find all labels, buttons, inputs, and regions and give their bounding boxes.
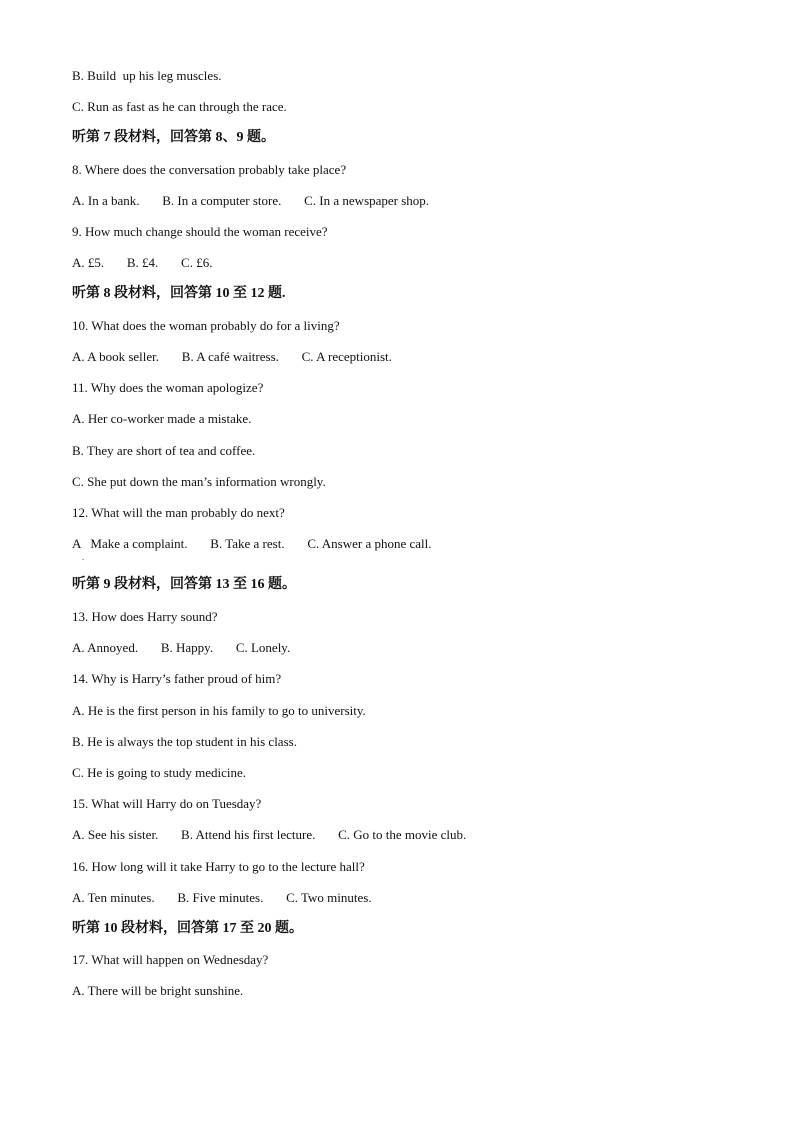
stray-mark: .	[82, 553, 84, 562]
option-line: B. He is always the top student in his class.	[72, 734, 297, 749]
option-line: A. A book seller. B. A café waitress. C. A receptionist.	[72, 349, 392, 364]
option-line: A. Her co-worker made a mistake.	[72, 411, 252, 426]
option-line: B. Build up his leg muscles.	[72, 68, 222, 83]
section-heading: 听第 7 段材料，回答第 8、9 题。	[72, 130, 275, 145]
question-line: 17. What will happen on Wednesday?	[72, 952, 269, 967]
section-heading: 听第 10 段材料，回答第 17 至 20 题。	[72, 921, 303, 936]
option-line: A Make a complaint. B. Take a rest. C. Answer a phone call.	[72, 536, 432, 551]
question-line: 13. How does Harry sound?	[72, 609, 218, 624]
option-line: C. She put down the man’s information wrongly.	[72, 474, 326, 489]
section-heading: 听第 9 段材料，回答第 13 至 16 题。	[72, 577, 296, 592]
option-line: A. In a bank. B. In a computer store. C. In a newspaper shop.	[72, 193, 430, 208]
question-line: 16. How long will it take Harry to go to the lecture hall?	[72, 859, 365, 874]
option-line: A. Ten minutes. B. Five minutes. C. Two minutes.	[72, 890, 372, 905]
section-heading: 听第 8 段材料，回答第 10 至 12 题.	[72, 286, 286, 301]
question-line: 15. What will Harry do on Tuesday?	[72, 796, 262, 811]
option-line: A. Annoyed. B. Happy. C. Lonely.	[72, 640, 291, 655]
question-line: 9. How much change should the woman receive?	[72, 224, 328, 239]
option-line: B. They are short of tea and coffee.	[72, 443, 256, 458]
question-line: 8. Where does the conversation probably take place?	[72, 162, 347, 177]
option-line: A. He is the first person in his family to go to university.	[72, 703, 366, 718]
question-line: 11. Why does the woman apologize?	[72, 380, 264, 395]
question-line: 12. What will the man probably do next?	[72, 505, 285, 520]
option-line: C. He is going to study medicine.	[72, 765, 247, 780]
question-line: 14. Why is Harry’s father proud of him?	[72, 671, 282, 686]
question-line: 10. What does the woman probably do for a living?	[72, 318, 340, 333]
option-line: A. £5. B. £4. C. £6.	[72, 255, 213, 270]
option-line: A. There will be bright sunshine.	[72, 983, 244, 998]
option-line: C. Run as fast as he can through the race.	[72, 99, 287, 114]
option-line: A. See his sister. B. Attend his first lecture. C. Go to the movie club.	[72, 827, 467, 842]
